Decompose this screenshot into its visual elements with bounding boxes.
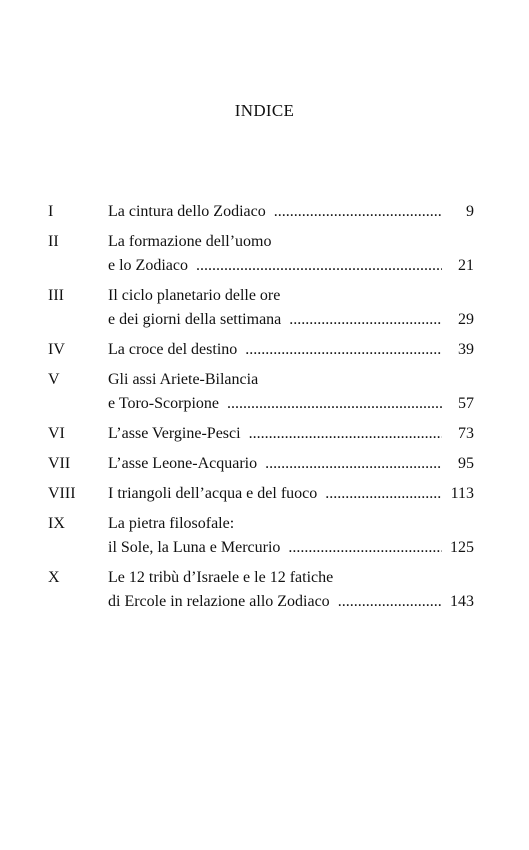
chapter-title-text: Le 12 tribù d’Israele e le 12 fatiche bbox=[108, 569, 334, 586]
chapter-title bbox=[108, 230, 474, 278]
chapter-title-text: di Ercole in relazione allo Zodiaco bbox=[108, 593, 330, 610]
toc-entry-6[interactable] bbox=[48, 422, 474, 446]
chapter-number: I bbox=[48, 203, 54, 220]
chapter-title-text: e Toro-Scorpione bbox=[108, 395, 219, 412]
chapter-number: IX bbox=[48, 515, 65, 532]
dot-leader bbox=[338, 590, 442, 614]
toc-entry-2[interactable] bbox=[48, 230, 474, 278]
chapter-title-line bbox=[108, 338, 474, 362]
chapter-title-text: La cintura dello Zodiaco bbox=[108, 203, 266, 220]
page-number: 95 bbox=[458, 455, 474, 472]
page-number: 29 bbox=[458, 311, 474, 328]
toc-entry-3[interactable] bbox=[48, 284, 474, 332]
page-number: 113 bbox=[450, 485, 474, 502]
chapter-number: VIII bbox=[48, 485, 76, 502]
chapter-number: III bbox=[48, 287, 64, 304]
chapter-title-line bbox=[108, 254, 474, 278]
page-number: 73 bbox=[458, 425, 474, 442]
chapter-title-text: e lo Zodiaco bbox=[108, 257, 188, 274]
page-number: 57 bbox=[458, 395, 474, 412]
dot-leader bbox=[274, 200, 442, 224]
chapter-title-line bbox=[108, 392, 474, 416]
index-title: INDICE bbox=[234, 101, 295, 120]
toc-entry-4[interactable] bbox=[48, 338, 474, 362]
toc-entry-5[interactable] bbox=[48, 368, 474, 416]
page-number: 9 bbox=[466, 203, 474, 220]
chapter-title-line bbox=[108, 482, 474, 506]
chapter-number: VII bbox=[48, 455, 71, 472]
chapter-number: V bbox=[48, 371, 60, 388]
dot-leader bbox=[227, 392, 442, 416]
chapter-title bbox=[108, 512, 474, 560]
chapter-title-line bbox=[108, 452, 474, 476]
chapter-number: IV bbox=[48, 341, 65, 358]
chapter-title-text: il Sole, la Luna e Mercurio bbox=[108, 539, 281, 556]
dot-leader bbox=[325, 482, 442, 506]
chapter-title-text: L’asse Vergine-Pesci bbox=[108, 425, 241, 442]
chapter-title bbox=[108, 338, 474, 362]
chapter-title-line bbox=[108, 308, 474, 332]
dot-leader bbox=[245, 338, 442, 362]
page-number: 125 bbox=[450, 539, 474, 556]
dot-leader bbox=[249, 422, 442, 446]
chapter-title-line bbox=[108, 422, 474, 446]
chapter-title bbox=[108, 482, 474, 506]
chapter-number: X bbox=[48, 569, 60, 586]
chapter-title-text: e dei giorni della settimana bbox=[108, 311, 282, 328]
toc-entry-8[interactable] bbox=[48, 482, 474, 506]
chapter-title bbox=[108, 452, 474, 476]
chapter-title-text: La pietra filosofale: bbox=[108, 515, 235, 532]
chapter-title-text: La croce del destino bbox=[108, 341, 238, 358]
chapter-title-line bbox=[108, 200, 474, 224]
page-number: 21 bbox=[458, 257, 474, 274]
dot-leader bbox=[288, 536, 442, 560]
toc-entry-9[interactable] bbox=[48, 512, 474, 560]
dot-leader bbox=[289, 308, 442, 332]
chapter-title bbox=[108, 200, 474, 224]
table-of-contents bbox=[48, 200, 474, 620]
chapter-number: II bbox=[48, 233, 59, 250]
dot-leader bbox=[265, 452, 442, 476]
toc-entry-10[interactable] bbox=[48, 566, 474, 614]
chapter-title-line bbox=[108, 536, 474, 560]
chapter-title bbox=[108, 284, 474, 332]
dot-leader bbox=[196, 254, 442, 278]
chapter-title-text: Il ciclo planetario delle ore bbox=[108, 287, 281, 304]
chapter-title-text: L’asse Leone-Acquario bbox=[108, 455, 258, 472]
chapter-title bbox=[108, 422, 474, 446]
chapter-title bbox=[108, 566, 474, 614]
chapter-title bbox=[108, 368, 474, 416]
toc-entry-7[interactable] bbox=[48, 452, 474, 476]
chapter-title-line bbox=[108, 590, 474, 614]
page-number: 39 bbox=[458, 341, 474, 358]
chapter-title-text: Gli assi Ariete-Bilancia bbox=[108, 371, 259, 388]
chapter-number: VI bbox=[48, 425, 65, 442]
chapter-title-text: La formazione dell’uomo bbox=[108, 233, 272, 250]
chapter-title-text: I triangoli dell’acqua e del fuoco bbox=[108, 485, 318, 502]
page-number: 143 bbox=[450, 593, 474, 610]
toc-entry-1[interactable] bbox=[48, 200, 474, 224]
